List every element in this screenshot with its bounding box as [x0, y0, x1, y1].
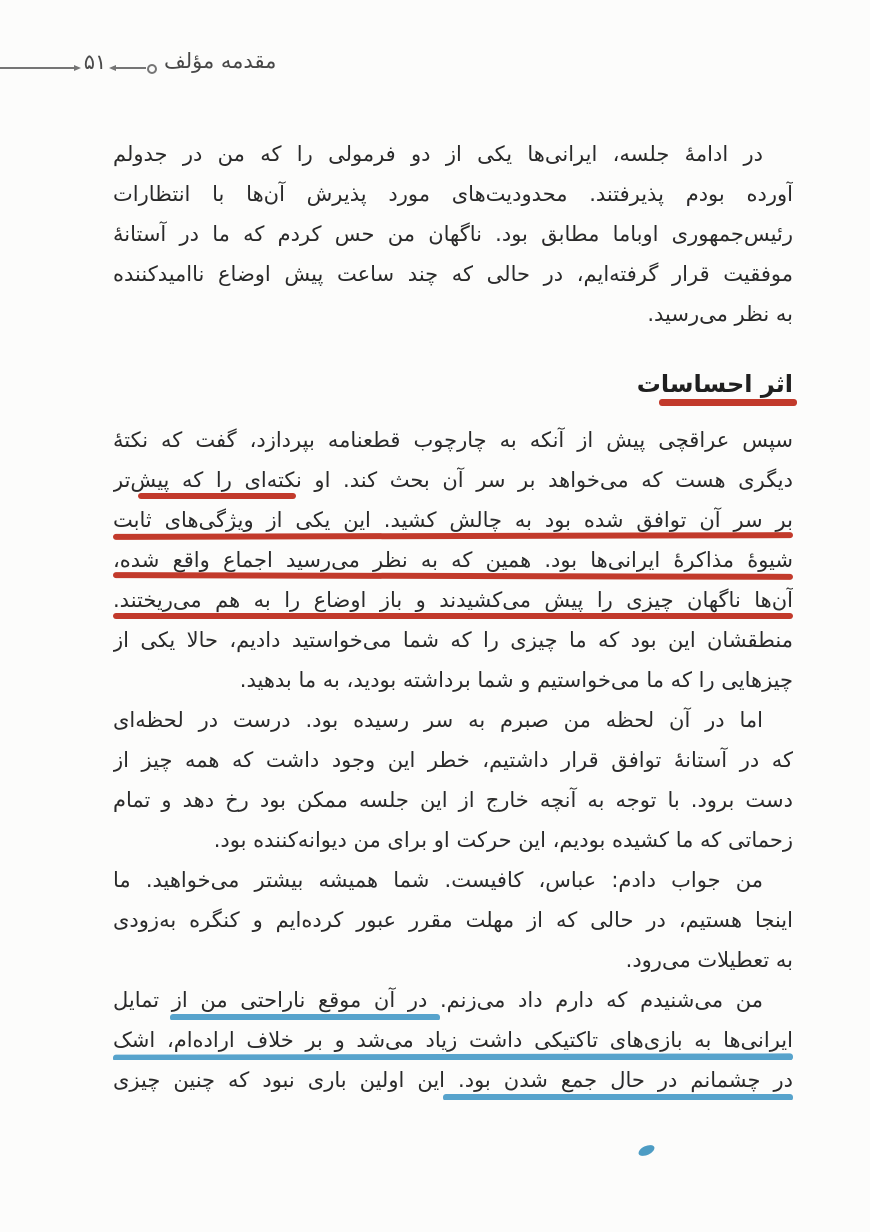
- paragraph-line: [113, 980, 793, 1020]
- paragraph-line: [113, 860, 793, 900]
- page-number: ۵۱: [83, 50, 107, 74]
- line-text: من جواب دادم: عباس، کافیست. شما همیشه بیشتر می‌خواهید. ما: [113, 868, 763, 892]
- line-text: دست برود. با توجه به آنچه خارج از این جلسه ممکن بود رخ دهد و تمام: [113, 788, 793, 812]
- blue-underline-annotation: [113, 1053, 793, 1060]
- paragraph-line: [113, 940, 793, 980]
- paragraph-line: [113, 620, 793, 660]
- paragraph-line: [113, 900, 793, 940]
- paragraph-line: [113, 540, 793, 580]
- paragraph-line: [113, 1020, 793, 1060]
- line-text: در چشمانم در حال جمع شدن بود. این اولین باری نبود که چنین چیزی: [113, 1068, 793, 1092]
- line-text: چیزهایی را که ما می‌خواستیم و شما برداشته بودید، به ما بدهید.: [239, 668, 793, 692]
- paragraph-line: [113, 660, 793, 700]
- paragraph-line: [113, 134, 793, 174]
- line-text: شیوهٔ مذاکرهٔ ایرانی‌ها بود. همین که به نظر می‌رسید اجماع واقع شده،: [113, 548, 793, 572]
- blue-dot-annotation: [637, 1143, 656, 1158]
- paragraph-line: [113, 294, 793, 334]
- paragraph-line: [113, 740, 793, 780]
- section-heading-text: اثر احساسات: [636, 370, 793, 398]
- line-text: اینجا هستیم، در حالی که از مهلت مقرر عبور کرده‌ایم و کنگره به‌زودی: [113, 908, 793, 932]
- line-text: من می‌شنیدم که دارم داد می‌زنم. در آن موقع ناراحتی من از تمایل: [113, 988, 763, 1012]
- line-text: در ادامهٔ جلسه، ایرانی‌ها یکی از دو فرمولی را که من در جدولم: [113, 142, 763, 166]
- paragraph-line: [113, 500, 793, 540]
- paragraph-line: [113, 580, 793, 620]
- red-underline-annotation: [113, 532, 793, 540]
- paragraph-line: [113, 700, 793, 740]
- paragraph-line: [113, 1060, 793, 1100]
- paragraph-line: [113, 780, 793, 820]
- header-rule-short: [116, 67, 146, 69]
- paragraph-line: [113, 174, 793, 214]
- paragraph-line: [113, 420, 793, 460]
- blue-underline-annotation: [443, 1094, 793, 1100]
- line-text: موفقیت قرار گرفته‌ایم، در حالی که چند ساعت پیش اوضاع ناامیدکننده: [113, 262, 793, 286]
- line-text: به تعطیلات می‌رود.: [625, 948, 793, 972]
- section-heading: [113, 364, 793, 404]
- red-underline-annotation: [113, 613, 793, 619]
- line-text: آن‌ها ناگهان چیزی را پیش می‌کشیدند و باز اوضاع را به هم می‌ریختند.: [113, 588, 793, 612]
- running-header-title: مقدمه مؤلف: [164, 49, 277, 73]
- red-underline-annotation: [138, 493, 296, 499]
- red-underline-annotation: [659, 399, 797, 406]
- line-text: اما در آن لحظه من صبرم به سر رسیده بود. درست در لحظه‌ای: [113, 708, 763, 732]
- line-text: به نظر می‌رسید.: [647, 302, 793, 326]
- line-text: زحماتی که ما کشیده بودیم، این حرکت او برای من دیوانه‌کننده بود.: [213, 828, 793, 852]
- red-underline-annotation: [113, 572, 793, 580]
- text-column: [113, 134, 793, 1100]
- paragraph-line: [113, 214, 793, 254]
- line-text: دیگری هست که می‌خواهد بر سر آن بحث کند. او نکته‌ای را که پیش‌تر: [113, 468, 793, 492]
- paragraph-line: [113, 820, 793, 860]
- paragraph-line: [113, 254, 793, 294]
- line-text: منطقشان این بود که ما چیزی را که شما می‌خواستید دادیم، حالا یکی از: [113, 628, 793, 652]
- paragraph-line: [113, 460, 793, 500]
- line-text: ایرانی‌ها به بازی‌های تاکتیکی داشت زیاد می‌شد و بر خلاف اراده‌ام، اشک: [113, 1028, 793, 1052]
- header-rule-long: [0, 67, 74, 69]
- line-text: رئیس‌جمهوری اوباما مطابق بود. ناگهان من حس کردم که ما در آستانهٔ: [113, 222, 793, 246]
- line-text: آورده بودم پذیرفتند. محدودیت‌های مورد پذیرش آن‌ها با انتظارات: [113, 182, 793, 206]
- line-text: که در آستانهٔ توافق قرار داشتیم، خطر این وجود داشت که همه چیز از: [113, 748, 793, 772]
- line-text: بر سر آن توافق شده بود به چالش کشید. این یکی از ویژگی‌های ثابت: [113, 508, 793, 532]
- line-text: سپس عراقچی پیش از آنکه به چارچوب قطعنامه بپردازد، گفت که نکتهٔ: [113, 428, 793, 452]
